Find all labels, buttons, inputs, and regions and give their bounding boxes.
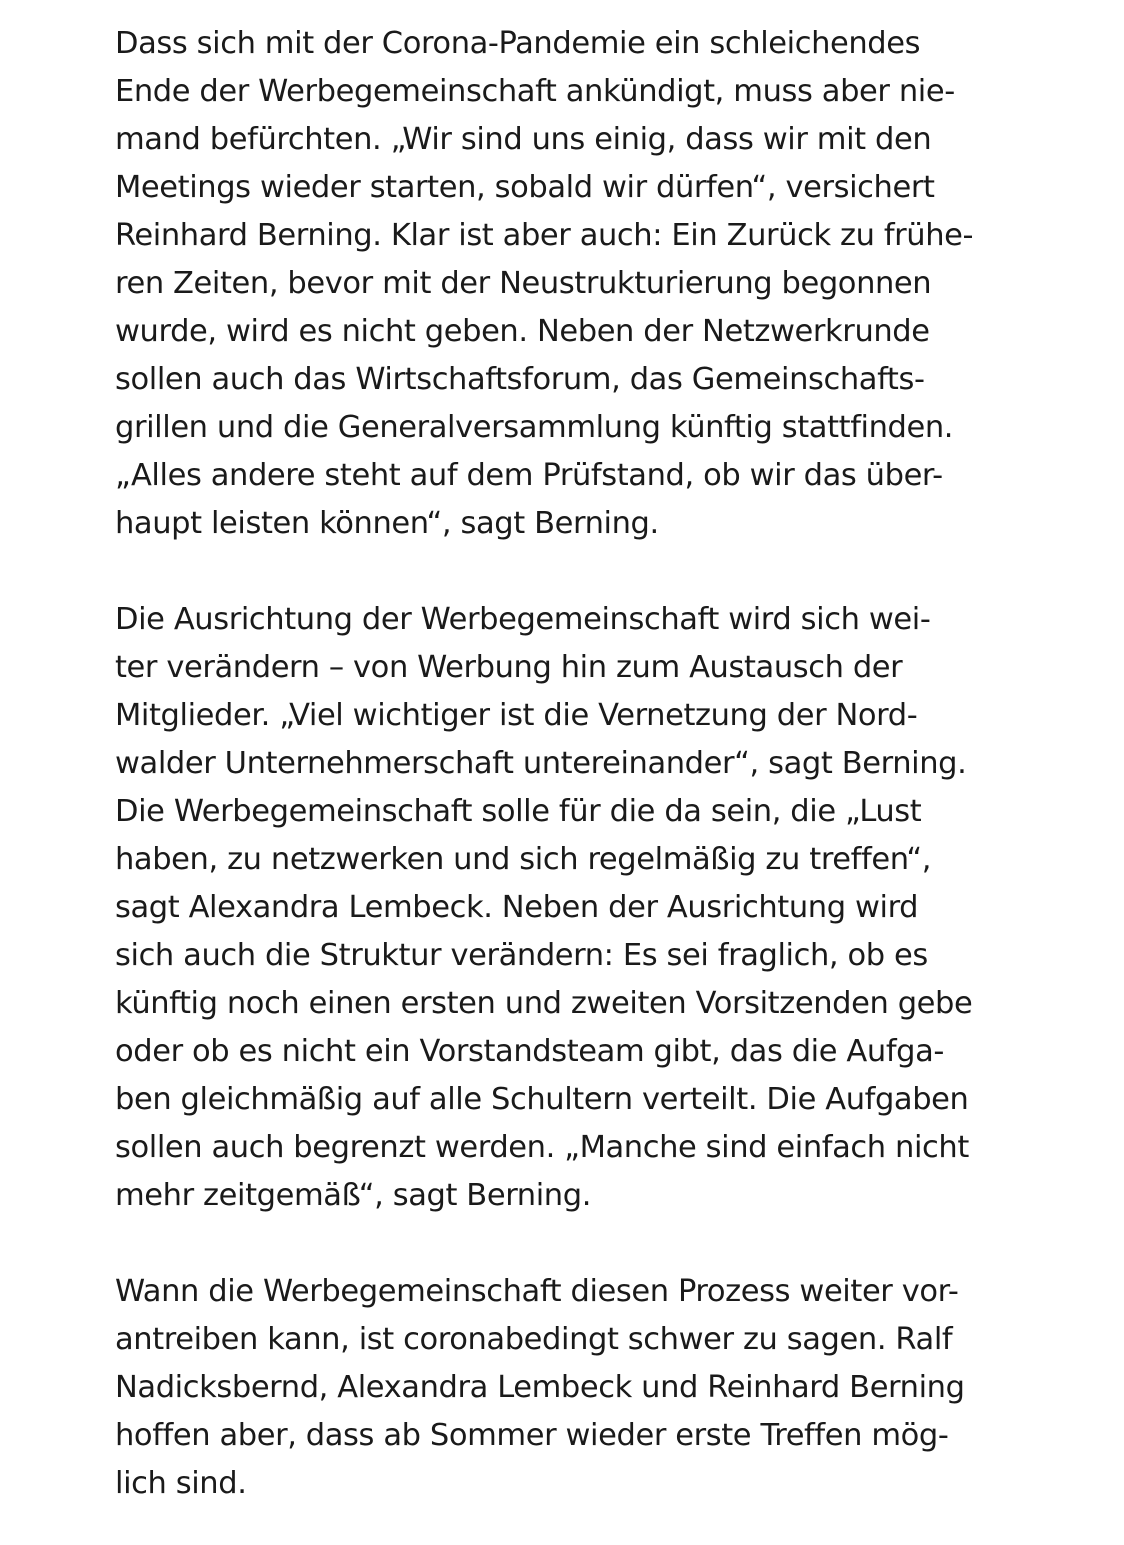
- text-line: haupt leisten können“, sagt Berning.: [115, 506, 659, 541]
- text-line: Die Ausrichtung der Werbegemeinschaft wird sich wei-: [115, 602, 931, 637]
- text-line: künftig noch einen ersten und zweiten Vorsitzenden gebe: [115, 986, 973, 1021]
- text-line: sagt Alexandra Lembeck. Neben der Ausrichtung wird: [115, 890, 919, 925]
- text-line: Mitglieder. „Viel wichtiger ist die Vernetzung der Nord-: [115, 698, 918, 733]
- text-line: Nadicksbernd, Alexandra Lembeck und Reinhard Berning: [115, 1370, 965, 1405]
- paragraph-2: [115, 596, 1045, 1220]
- text-line: mand befürchten. „Wir sind uns einig, dass wir mit den: [115, 122, 932, 157]
- text-line: hoffen aber, dass ab Sommer wieder erste Treffen mög-: [115, 1418, 949, 1453]
- text-line: sollen auch begrenzt werden. „Manche sind einfach nicht: [115, 1130, 969, 1165]
- text-line: ren Zeiten, bevor mit der Neustrukturierung begonnen: [115, 266, 932, 301]
- paragraph-3: [115, 1268, 1045, 1508]
- paragraph-1: [115, 20, 1045, 548]
- text-line: oder ob es nicht ein Vorstandsteam gibt, das die Aufga-: [115, 1034, 945, 1069]
- text-line: Meetings wieder starten, sobald wir dürfen“, versichert: [115, 170, 935, 205]
- text-line: „Alles andere steht auf dem Prüfstand, ob wir das über-: [115, 458, 943, 493]
- text-line: Dass sich mit der Corona-Pandemie ein schleichendes: [115, 26, 921, 61]
- text-line: antreiben kann, ist coronabedingt schwer zu sagen. Ralf: [115, 1322, 953, 1357]
- text-line: Wann die Werbegemeinschaft diesen Prozess weiter vor-: [115, 1274, 959, 1309]
- text-line: sich auch die Struktur verändern: Es sei fraglich, ob es: [115, 938, 928, 973]
- text-line: ben gleichmäßig auf alle Schultern verteilt. Die Aufgaben: [115, 1082, 969, 1117]
- text-line: mehr zeitgemäß“, sagt Berning.: [115, 1178, 591, 1213]
- text-line: grillen und die Generalversammlung künftig stattfinden.: [115, 410, 954, 445]
- text-line: Reinhard Berning. Klar ist aber auch: Ein Zurück zu frühe-: [115, 218, 974, 253]
- text-line: ter verändern – von Werbung hin zum Austausch der: [115, 650, 903, 685]
- text-line: wurde, wird es nicht geben. Neben der Netzwerkrunde: [115, 314, 930, 349]
- text-line: haben, zu netzwerken und sich regelmäßig zu treffen“,: [115, 842, 932, 877]
- text-line: Ende der Werbegemeinschaft ankündigt, muss aber nie-: [115, 74, 955, 109]
- text-line: Die Werbegemeinschaft solle für die da sein, die „Lust: [115, 794, 922, 829]
- text-line: walder Unternehmerschaft untereinander“, sagt Berning.: [115, 746, 967, 781]
- article-body: [115, 20, 1045, 1508]
- text-line: lich sind.: [115, 1466, 247, 1501]
- text-line: sollen auch das Wirtschaftsforum, das Gemeinschafts-: [115, 362, 925, 397]
